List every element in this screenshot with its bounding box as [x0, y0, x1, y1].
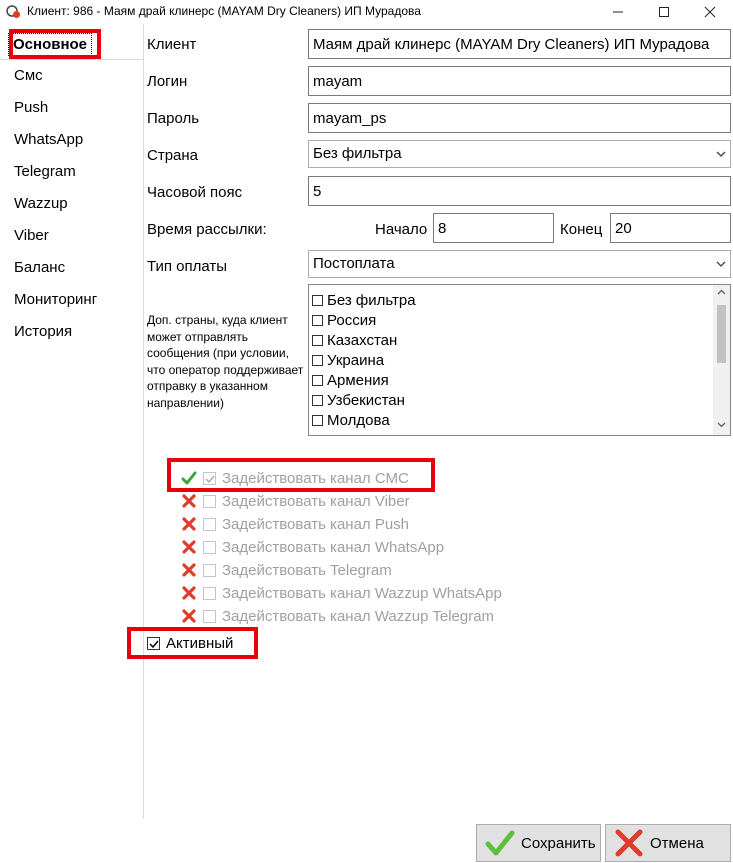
checkbox[interactable] — [312, 355, 323, 366]
checkbox[interactable] — [312, 375, 323, 386]
active-label: Активный — [166, 634, 234, 652]
channel-label: Задействовать канал Wazzup Telegram — [222, 607, 495, 625]
red-x-icon — [181, 539, 197, 555]
cancel-label: Отмена — [650, 834, 704, 852]
checkbox[interactable] — [312, 335, 323, 346]
red-x-icon — [181, 493, 197, 509]
channel-label: Задействовать канал WhatsApp — [222, 538, 445, 556]
sidebar-item-balance[interactable]: Баланс — [14, 259, 66, 276]
checkbox[interactable] — [312, 295, 323, 306]
channel-label: Задействовать Telegram — [222, 561, 392, 579]
minimize-icon — [612, 6, 624, 18]
channel-label: Задействовать канал Wazzup WhatsApp — [222, 584, 502, 602]
extra-countries-list[interactable] — [308, 284, 731, 436]
country-label: Страна — [147, 147, 199, 164]
list-item-label: Без фильтра — [327, 291, 416, 309]
list-item-label: Украина — [327, 351, 385, 369]
red-x-icon — [612, 826, 646, 860]
active-checkbox[interactable] — [147, 637, 160, 650]
close-button[interactable] — [687, 0, 733, 24]
timezone-label: Часовой пояс — [147, 184, 243, 201]
sidebar-item-wazzup[interactable]: Wazzup — [14, 195, 68, 212]
checkbox[interactable] — [203, 541, 216, 554]
checkbox[interactable] — [312, 395, 323, 406]
green-check-icon — [483, 826, 517, 860]
channel-wazzup-whatsapp-row[interactable] — [181, 582, 502, 604]
payment-select[interactable] — [308, 250, 731, 278]
window-title: Клиент: 986 - Маям драй клинерс (MAYAM Dry Cleaners) ИП Мурадова — [27, 4, 421, 18]
client-field[interactable] — [308, 29, 731, 59]
title-bar — [0, 0, 733, 24]
channel-label: Задействовать канал Push — [222, 515, 410, 533]
sidebar-item-telegram[interactable]: Telegram — [14, 163, 76, 180]
sidebar-item-main[interactable]: Основное — [8, 33, 92, 56]
maximize-button[interactable] — [641, 0, 687, 24]
channel-label: Задействовать канал Viber — [222, 492, 410, 510]
channel-telegram-row[interactable] — [181, 559, 392, 581]
save-button[interactable] — [476, 824, 601, 862]
cancel-button[interactable] — [605, 824, 731, 862]
sidebar-item-whatsapp[interactable]: WhatsApp — [14, 131, 84, 148]
sidebar-item-viber[interactable]: Viber — [14, 227, 49, 244]
channel-whatsapp-row[interactable] — [181, 536, 444, 558]
mailing-time-label: Время рассылки: — [147, 221, 267, 238]
channel-sms-row[interactable] — [181, 467, 409, 489]
channel-viber-row[interactable] — [181, 490, 410, 512]
password-field[interactable] — [308, 103, 731, 133]
sidebar-item-push[interactable]: Push — [14, 99, 49, 116]
list-item[interactable] — [312, 410, 390, 430]
checkbox[interactable] — [203, 472, 216, 485]
list-item-label: Армения — [327, 371, 389, 389]
end-label: Конец — [560, 221, 603, 238]
channel-push-row[interactable] — [181, 513, 409, 535]
client-label: Клиент — [147, 36, 197, 53]
start-field[interactable] — [433, 213, 554, 243]
checkbox[interactable] — [203, 610, 216, 623]
minimize-button[interactable] — [595, 0, 641, 24]
list-item[interactable] — [312, 290, 416, 310]
sidebar-item-monitoring[interactable]: Мониторинг — [14, 291, 98, 308]
checkbox[interactable] — [203, 518, 216, 531]
checkbox[interactable] — [312, 315, 323, 326]
green-check-icon — [181, 470, 197, 486]
maximize-icon — [658, 6, 670, 18]
checkbox[interactable] — [203, 564, 216, 577]
start-label: Начало — [375, 221, 428, 238]
list-item[interactable] — [312, 350, 384, 370]
checkbox[interactable] — [203, 495, 216, 508]
login-label: Логин — [147, 73, 188, 90]
red-x-icon — [181, 585, 197, 601]
chevron-down-icon — [716, 260, 726, 268]
app-icon — [6, 4, 21, 19]
end-field[interactable] — [610, 213, 731, 243]
chevron-down-icon — [716, 150, 726, 158]
checkbox[interactable] — [312, 415, 323, 426]
list-item[interactable] — [312, 390, 405, 410]
country-select-value: Без фильтра — [313, 145, 402, 162]
checkmark-icon — [149, 639, 159, 649]
channel-wazzup-telegram-row[interactable] — [181, 605, 494, 627]
save-label: Сохранить — [521, 834, 596, 852]
scroll-thumb[interactable] — [717, 305, 726, 363]
red-x-icon — [181, 562, 197, 578]
list-item[interactable] — [312, 370, 389, 390]
list-scrollbar[interactable] — [713, 285, 730, 435]
scroll-down-icon[interactable] — [717, 421, 726, 428]
timezone-field[interactable] — [308, 176, 731, 206]
sidebar-divider — [0, 59, 144, 60]
password-label: Пароль — [147, 110, 200, 127]
sidebar-item-sms[interactable]: Смс — [14, 67, 43, 84]
payment-label: Тип оплаты — [147, 258, 228, 275]
login-field[interactable] — [308, 66, 731, 96]
red-x-icon — [181, 516, 197, 532]
list-item-label: Молдова — [327, 411, 390, 429]
payment-select-value: Постоплата — [313, 255, 395, 272]
sidebar — [0, 24, 144, 819]
active-row[interactable] — [147, 633, 233, 653]
list-item-label: Узбекистан — [327, 391, 405, 409]
sidebar-item-history[interactable]: История — [14, 323, 73, 340]
list-item-label: Казахстан — [327, 331, 398, 349]
list-item[interactable] — [312, 310, 376, 330]
close-icon — [704, 6, 716, 18]
checkmark-icon — [205, 474, 215, 484]
scroll-up-icon[interactable] — [717, 289, 726, 296]
extra-countries-note: Доп. страны, куда клиент может отправлять сообщения (при условии, что оператор поддерживает отправку в указанном направлении) — [147, 313, 304, 410]
list-item-label: Россия — [327, 311, 377, 329]
country-select[interactable] — [308, 140, 731, 168]
list-item[interactable] — [312, 330, 397, 350]
red-x-icon — [181, 608, 197, 624]
checkbox[interactable] — [203, 587, 216, 600]
channel-label: Задействовать канал СМС — [222, 469, 409, 487]
